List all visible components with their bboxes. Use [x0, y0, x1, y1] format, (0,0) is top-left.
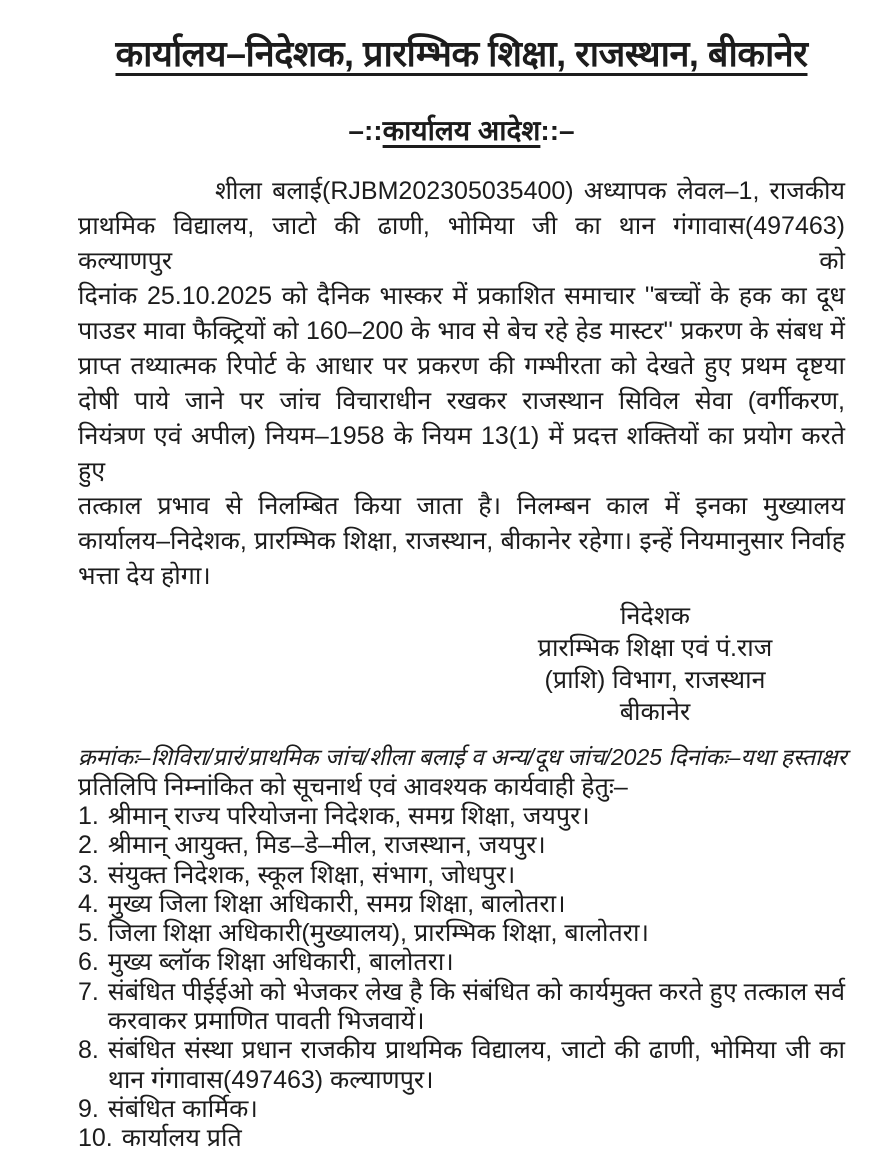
paragraph-line: तत्काल प्रभाव से निलम्बित किया जाता है। निलम्बन काल में इनका मुख्यालय [78, 492, 845, 520]
signature-block [495, 600, 815, 728]
paragraph-line: प्राथमिक विद्यालय, जाटो की ढाणी, भोमिया जी का थान गंगावास(497463) कल्याणपुर को [78, 212, 845, 275]
reference-number-line: क्रमांकः–शिविरा/प्रारं/प्राथमिक जांच/शीला बलाई व अन्य/दूध जांच/2025 दिनांकः–यथा हस्ताक्षर [78, 744, 847, 770]
order-heading-suffix: ::– [540, 115, 575, 146]
order-heading-text: कार्यालय आदेश [382, 115, 541, 146]
list-item-text: कार्यालय प्रति [121, 1124, 242, 1153]
list-item [78, 919, 845, 948]
order-heading [78, 114, 845, 148]
list-item [78, 978, 845, 1037]
list-item-number: 2. [78, 831, 99, 860]
document-title: कार्यालय–निदेशक, प्रारम्भिक शिक्षा, राजस्थान, बीकानेर [115, 33, 808, 74]
list-item-number: 10. [78, 1124, 113, 1153]
list-item-number: 7. [78, 977, 99, 1006]
list-item-number: 4. [78, 889, 99, 918]
paragraph-line: कार्यालय–निदेशक, प्रारम्भिक शिक्षा, राजस्थान, बीकानेर रहेगा। इन्हें नियमानुसार निर्वाह [78, 527, 845, 555]
paragraph-line: दिनांक 25.10.2025 को दैनिक भास्कर में प्रकाशित समाचार ''बच्चों के हक का दूध [78, 282, 845, 310]
signatory-place: बीकानेर [619, 698, 691, 726]
list-item-text: संबंधित संस्था प्रधान राजकीय प्राथमिक विद्यालय, जाटो की ढाणी, भोमिया जी का थान गंगावास(497463) कल्याणपुर। [107, 1036, 845, 1094]
list-item [78, 861, 845, 890]
paragraph-line: शीला बलाई(RJBM202305035400) अध्यापक लेवल–1, राजकीय [215, 177, 845, 205]
list-item-text: मुख्य ब्लॉक शिक्षा अधिकारी, बालोतरा। [107, 948, 454, 977]
list-item [78, 890, 845, 919]
list-item-text: श्रीमान् राज्य परियोजना निदेशक, समग्र शिक्षा, जयपुर। [107, 802, 590, 830]
list-item [78, 1036, 845, 1095]
list-item-number: 1. [78, 802, 99, 830]
paragraph-line: नियंत्रण एवं अपील) नियम–1958 के नियम 13(1) में प्रदत्त शक्तियों का प्रयोग करते हुए [78, 422, 845, 485]
list-item-text: श्रीमान् आयुक्त, मिड–डे–मील, राजस्थान, जयपुर। [107, 831, 546, 860]
list-item-text: संबंधित कार्मिक। [107, 1094, 258, 1123]
paragraph-line: भत्ता देय होगा। [78, 562, 211, 590]
list-item [78, 948, 845, 977]
list-item-number: 5. [78, 919, 99, 948]
list-item [78, 802, 845, 831]
paragraph-line: प्राप्त तथ्यात्मक रिपोर्ट के आधार पर प्रकरण की गम्भीरता को देखते हुए प्रथम दृष्टया [78, 352, 845, 380]
list-item-number: 9. [78, 1094, 99, 1123]
list-item-text: संयुक्त निदेशक, स्कूल शिक्षा, संभाग, जोधपुर। [107, 860, 516, 889]
paragraph-line: पाउडर मावा फैक्ट्रियों को 160–200 के भाव से बेच रहे हेड मास्टर'' प्रकरण के संबध में [78, 317, 845, 345]
list-item [78, 1095, 845, 1124]
list-item-number: 3. [78, 860, 99, 889]
order-body-paragraph [78, 174, 845, 594]
list-item-text: संबंधित पीईईओ को भेजकर लेख है कि संबंधित को कार्यमुक्त करते हुए तत्काल सर्व करवाकर प्रमाणित पावती भिजवायें। [107, 977, 845, 1036]
signatory-department-2: (प्राशि) विभाग, राजस्थान [544, 666, 766, 694]
order-heading-prefix: –:: [348, 115, 383, 146]
list-item-number: 8. [78, 1036, 99, 1065]
list-item-number: 6. [78, 948, 99, 977]
signatory-department-1: प्रारम्भिक शिक्षा एवं पं.राज [537, 634, 773, 662]
paragraph-line: दोषी पाये जाने पर जांच विचाराधीन रखकर राजस्थान सिविल सेवा (वर्गीकरण, [78, 387, 845, 415]
list-item-text: मुख्य जिला शिक्षा अधिकारी, समग्र शिक्षा, बालोतरा। [107, 889, 566, 918]
list-item [78, 1124, 845, 1153]
list-item [78, 831, 845, 860]
copy-to-list [78, 802, 845, 1154]
copy-to-intro: प्रतिलिपि निम्नांकित को सूचनार्थ एवं आवश्यक कार्यवाही हेतुः– [78, 773, 628, 801]
signatory-designation: निदेशक [620, 602, 690, 630]
list-item-text: जिला शिक्षा अधिकारी(मुख्यालय), प्रारम्भिक शिक्षा, बालोतरा। [107, 919, 649, 948]
